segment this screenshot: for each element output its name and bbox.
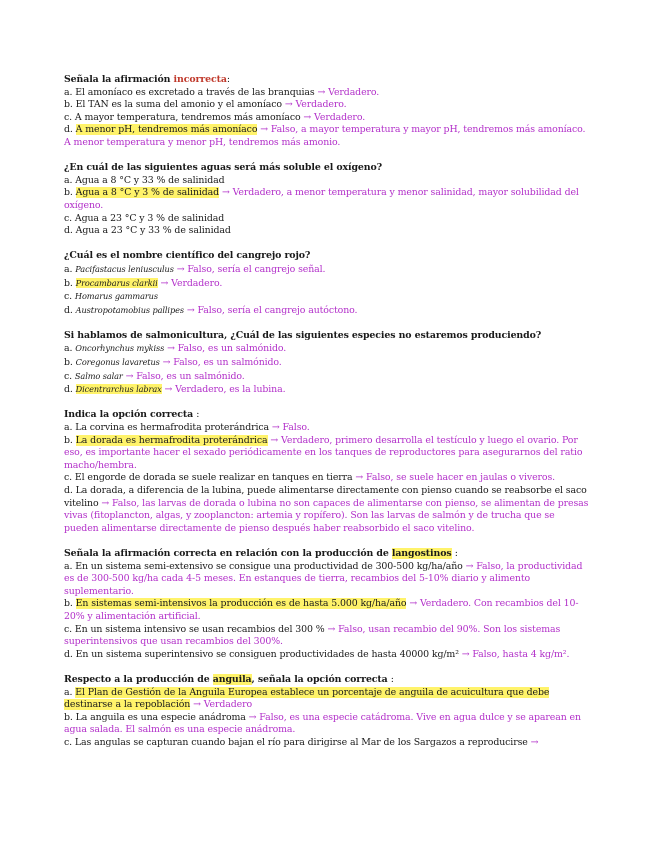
option-b bbox=[64, 187, 592, 212]
option-letter: d. bbox=[64, 304, 76, 316]
option-text: b. El TAN es la suma del amonio y el amoníaco bbox=[64, 99, 285, 111]
option-a bbox=[64, 263, 592, 277]
option-answer: → Falso, usan recambio del 90%. Son los sistemas superintensivos que usan recambios del 300%. bbox=[64, 623, 561, 648]
option-answer: → Verdadero, es la lubina. bbox=[161, 384, 286, 396]
option-d bbox=[64, 485, 592, 535]
option-letter: b. bbox=[64, 277, 76, 289]
title-text: Señala la afirmación bbox=[64, 74, 174, 85]
option-text: a. La corvina es hermafrodita proterándrica bbox=[64, 422, 272, 434]
option-c bbox=[64, 624, 592, 649]
option-answer: → Falso, es una especie catádroma. Vive en agua dulce y se aparean en agua salada. El salmón es una especie anádroma. bbox=[64, 711, 581, 736]
title-text: Señala la afirmación correcta en relación con la producción de bbox=[64, 547, 392, 559]
highlighted-answer: El Plan de Gestión de la Anguila Europea establece un porcentaje de anguila de acuicultura que debe destinarse a la repoblación bbox=[64, 686, 550, 711]
title-text: Respecto a la producción de bbox=[64, 673, 213, 685]
highlighted-answer: En sistemas semi-intensivos la producción es de hasta 5.000 kg/ha/año bbox=[75, 598, 407, 610]
option-answer: → Falso, sería el cangrejo señal. bbox=[173, 263, 326, 275]
option-text: c. A mayor temperatura, tendremos más amoníaco bbox=[64, 111, 304, 123]
title-text: Indica la opción correcta bbox=[64, 409, 194, 421]
option-b bbox=[64, 356, 592, 370]
option-answer: → Falso. bbox=[271, 422, 310, 434]
option-text: d. La dorada, a diferencia de la lubina, puede alimentarse directamente con pienso cuando se reabsorbe el saco vitelino bbox=[64, 485, 587, 509]
option-answer: → Falso, es un salmónido. bbox=[164, 343, 287, 355]
option-answer: → bbox=[530, 736, 539, 748]
option-text: c. En un sistema intensivo se usan recambios del 300 % bbox=[64, 623, 328, 635]
option-d bbox=[64, 124, 592, 149]
option-letter: d. bbox=[64, 384, 76, 396]
option-answer: → Falso, a mayor temperatura y mayor pH, tendremos más amoníaco. A menor temperatura y menor pH, tendremos más amonio. bbox=[64, 124, 586, 148]
option-answer: → Verdadero. Con recambios del 10-20% y alimentación artificial. bbox=[64, 598, 579, 622]
option-text: b. La anguila es una especie anádroma bbox=[64, 711, 249, 723]
option-text: a. El amoníaco es excretado a través de las branquias bbox=[64, 86, 318, 98]
option-text: d. En un sistema superintensivo se consiguen productividades de hasta 40000 kg/m² bbox=[64, 648, 462, 660]
question-3-title: ¿Cuál es el nombre científico del cangrejo rojo? bbox=[64, 250, 311, 262]
option-b bbox=[64, 277, 592, 291]
option-answer: → Falso, es un salmónido. bbox=[159, 357, 282, 369]
species-name: Procambarus clarkii bbox=[75, 277, 158, 288]
question-1-title bbox=[64, 74, 592, 87]
option-a bbox=[64, 87, 592, 100]
question-5 bbox=[64, 409, 592, 535]
title-text-end: , señala la opción correcta bbox=[251, 673, 388, 685]
option-answer: → Falso, la productividad es de 300-500 kg/ha cada 4-5 meses. En estanques de tierra, recambios del 5-10% diario y alimento suplementario. bbox=[64, 560, 583, 597]
question-4 bbox=[64, 330, 592, 397]
question-2-title: ¿En cuál de las siguientes aguas será más soluble el oxígeno? bbox=[64, 162, 383, 174]
option-letter: b. bbox=[64, 357, 76, 369]
question-6-title bbox=[64, 548, 592, 561]
title-keyword: anguila bbox=[212, 673, 252, 685]
title-colon: : bbox=[390, 673, 394, 685]
option-c: c. Agua a 23 °C y 3 % de salinidad bbox=[64, 212, 225, 224]
species-name: Oncorhynchus mykiss bbox=[75, 343, 165, 354]
option-answer: → Verdadero. bbox=[317, 86, 380, 98]
highlighted-answer: A menor pH, tendremos más amoníaco bbox=[75, 124, 258, 136]
option-letter: d. bbox=[64, 124, 76, 136]
option-letter: c. bbox=[64, 291, 75, 303]
option-text: c. Las angulas se capturan cuando bajan el río para dirigirse al Mar de los Sargazos a reproducirse bbox=[64, 736, 531, 748]
question-5-title bbox=[64, 409, 592, 422]
option-text: a. En un sistema semi-extensivo se consigue una productividad de 300-500 kg/ha/año bbox=[64, 560, 466, 572]
option-answer: → Falso, sería el cangrejo autóctono. bbox=[183, 304, 358, 316]
document-page bbox=[64, 74, 592, 762]
species-name: Coregonus lavaretus bbox=[75, 357, 160, 368]
question-2 bbox=[64, 162, 592, 238]
option-answer: → Falso, hasta 4 kg/m². bbox=[461, 648, 570, 660]
option-answer: → Verdadero. bbox=[303, 111, 366, 123]
option-c bbox=[64, 737, 592, 750]
option-c bbox=[64, 112, 592, 125]
title-colon: : bbox=[454, 547, 458, 559]
highlighted-answer: La dorada es hermafrodita proterándrica bbox=[75, 434, 268, 446]
option-c bbox=[64, 290, 592, 304]
option-b bbox=[64, 99, 592, 112]
option-d: d. Agua a 23 °C y 33 % de salinidad bbox=[64, 225, 231, 237]
option-a bbox=[64, 687, 592, 712]
option-answer: → Falso, es un salmónido. bbox=[122, 370, 245, 382]
question-7-title bbox=[64, 674, 592, 687]
option-answer: → Falso, las larvas de dorada o lubina no son capaces de alimentarse con pienso, se alimentan de presas vivas (fitoplancton, algas, y zooplancton: artemia y ropífero). Son las larvas de salmón y de trucha que se pueden alimentarse directamente de pienso después haber reabsorbido el saco vitelino. bbox=[64, 497, 589, 534]
option-answer: → Verdadero bbox=[190, 699, 253, 711]
option-d bbox=[64, 304, 592, 318]
option-a bbox=[64, 342, 592, 356]
option-b bbox=[64, 712, 592, 737]
species-name: Pacifastacus leniusculus bbox=[75, 263, 174, 274]
title-keyword: langostinos bbox=[391, 547, 452, 559]
option-answer: → Verdadero, a menor temperatura y menor salinidad, mayor solubilidad del oxígeno. bbox=[64, 187, 579, 211]
option-d bbox=[64, 649, 592, 662]
option-letter: b. bbox=[64, 187, 76, 199]
title-colon: : bbox=[196, 409, 200, 421]
option-b bbox=[64, 598, 592, 623]
question-3 bbox=[64, 250, 592, 317]
question-6 bbox=[64, 548, 592, 661]
species-name: Homarus gammarus bbox=[74, 291, 158, 302]
option-letter: a. bbox=[64, 343, 76, 355]
option-answer: → Verdadero. bbox=[157, 277, 223, 289]
title-colon: : bbox=[226, 74, 230, 85]
option-answer: → Verdadero. bbox=[284, 99, 347, 111]
option-c bbox=[64, 370, 592, 384]
option-d bbox=[64, 383, 592, 397]
option-letter: a. bbox=[64, 686, 76, 698]
question-1 bbox=[64, 74, 592, 150]
option-answer: → Verdadero, primero desarrolla el testículo y luego el ovario. Por eso, es importante hacer el sexado periódicamente en los tanques de reproductores para asegurarnos del ratio macho/hembra. bbox=[64, 434, 583, 471]
question-7 bbox=[64, 674, 592, 750]
option-letter: b. bbox=[64, 598, 76, 610]
option-answer: → Falso, se suele hacer en jaulas o viveros. bbox=[355, 472, 556, 484]
species-name: Salmo salar bbox=[74, 370, 123, 381]
option-a bbox=[64, 422, 592, 435]
species-name: Dicentrarchus labrax bbox=[75, 384, 162, 395]
option-text: c. El engorde de dorada se suele realizar en tanques en tierra bbox=[64, 472, 356, 484]
option-b bbox=[64, 435, 592, 473]
title-keyword: incorrecta bbox=[173, 74, 227, 85]
option-letter: b. bbox=[64, 434, 76, 446]
option-c bbox=[64, 472, 592, 485]
option-a bbox=[64, 561, 592, 599]
option-a: a. Agua a 8 °C y 33 % de salinidad bbox=[64, 174, 225, 186]
option-letter: a. bbox=[64, 263, 76, 275]
species-name: Austropotamobius pallipes bbox=[75, 304, 184, 315]
option-letter: c. bbox=[64, 370, 75, 382]
highlighted-answer: Agua a 8 °C y 3 % de salinidad bbox=[75, 187, 220, 199]
question-4-title: Si hablamos de salmonicultura, ¿Cuál de las siguientes especies no estaremos produciendo? bbox=[64, 329, 542, 341]
